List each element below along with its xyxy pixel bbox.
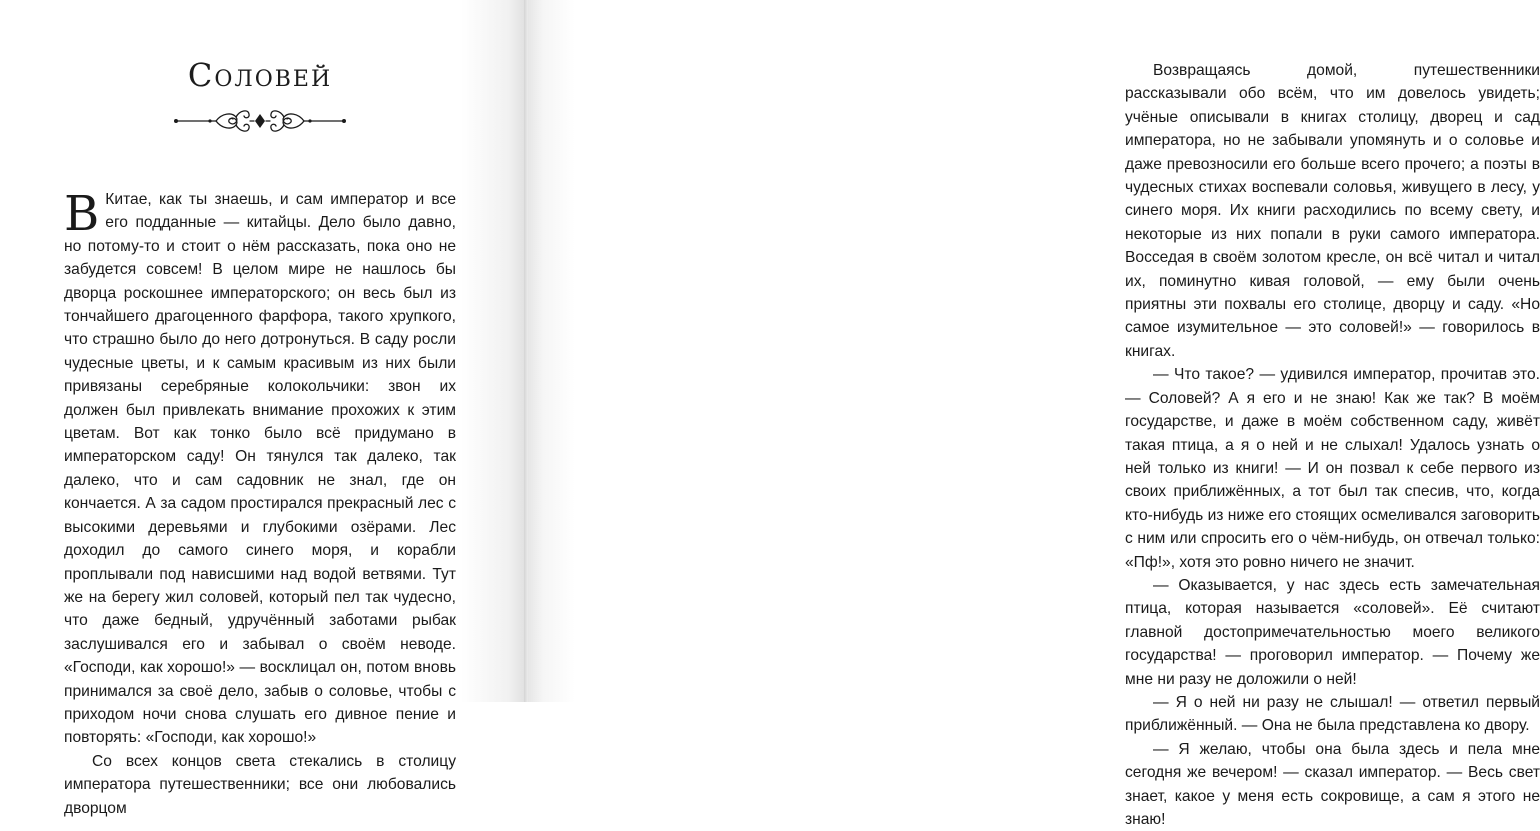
paragraph: — Я о ней ни разу не слышал! — ответил первый приближённый. — Она не была представлена ко двору. [1125, 693, 1540, 735]
drop-cap: В [64, 186, 100, 242]
right-page [528, 0, 1540, 828]
chapter-title: Соловей [187, 56, 333, 94]
paragraph: — Оказывается, у нас здесь есть замечательная птица, которая называется «соловей». Её считают главной достопримечательностью моего великого государства! — проговорил император. — Почему же мне ни разу не доложили о ней! [1125, 576, 1540, 688]
paragraph: — Что такое? — удивился император, прочитав это. — Соловей? А я его и не знаю! Как же так? В моём государстве, и даже в моём собственном саду, живёт такая птица, а я о ней и не слыхал! Удалось узнать о ней только из книги! — И он позвал к себе первого из своих приближённых, а тот был так спесив, что, когда кто-нибудь из ниже его стоящих осмеливался заговорить с ним или спросить его о чём-нибудь, он отвечал только: «Пф!», хотя это ровно ничего не значит. [1125, 366, 1540, 571]
paragraph: Возвращаясь домой, путешественники рассказывали обо всём, что им довелось увидеть; учёные описывали в книгах столицу, дворец и сад императора, но не забывали упомянуть и о соловье и даже превозносили его больше всего прочего; а поэты в чудесных стихах воспевали соловья, живущего в лесу, у синего моря. Их книги расходились по всему свету, и некоторые из них попали в руки самого императора. Восседая в своём золотом кресле, он всё читал и читал их, поминутно кивая головой, — ему были очень приятны эти похвалы его столице, дворцу и саду. «Но самое изумительное — это соловей!» — говорилось в книгах. [1125, 62, 1540, 360]
paragraph-text: Китае, как ты знаешь, и сам император и все его подданные — китайцы. Дело было давно, но потому-то и стоит о нём рассказать, пока оно не забудется совсем! В целом мире не нашлось бы дворца роскошнее императорского; он весь был из тончайшего драгоценного фарфора, такого хрупкого, что страшно было до него дотронуться. В саду росли чудесные цветы, и к самым красивым из них были привязаны серебряные колокольчики: звон их должен был привлекать внимание прохожих к этим цветам. Вот как тонко было всё придумано в императорском саду! Он тянулся так далеко, так далеко, что и сам садовник не знал, где он кончается. А за садом простирался прекрасный лес с высокими деревьями и глубокими озёрами. Лес доходил до самого синего моря, и корабли проплывали под нависшими над водой ветвями. Тут же на берегу жил соловей, который пел так чудесно, что даже бедный, удручённый заботами рыбак заслушивался его и забывал о своём неводе. «Господи, как хорошо!» — восклицал он, потом вновь принимался за своё дело, забыв о соловье, чтобы с приходом ночи снова слушать его дивное пение и повторять: «Господи, как хорошо!» [64, 191, 456, 747]
right-text-column [1125, 59, 1540, 831]
flourish-ornament-icon [170, 104, 350, 138]
paragraph: Со всех концов света стекались в столицу императора путешественники; все они любовались дворцом [64, 752, 456, 817]
left-page [0, 0, 524, 817]
paragraph [64, 188, 456, 750]
paragraph: — Я желаю, чтобы она была здесь и пела мне сегодня же вечером! — сказал император. — Весь свет знает, какое у меня есть сокровище, а сам я этого не знаю! [1125, 740, 1540, 828]
left-text-column [64, 188, 456, 820]
